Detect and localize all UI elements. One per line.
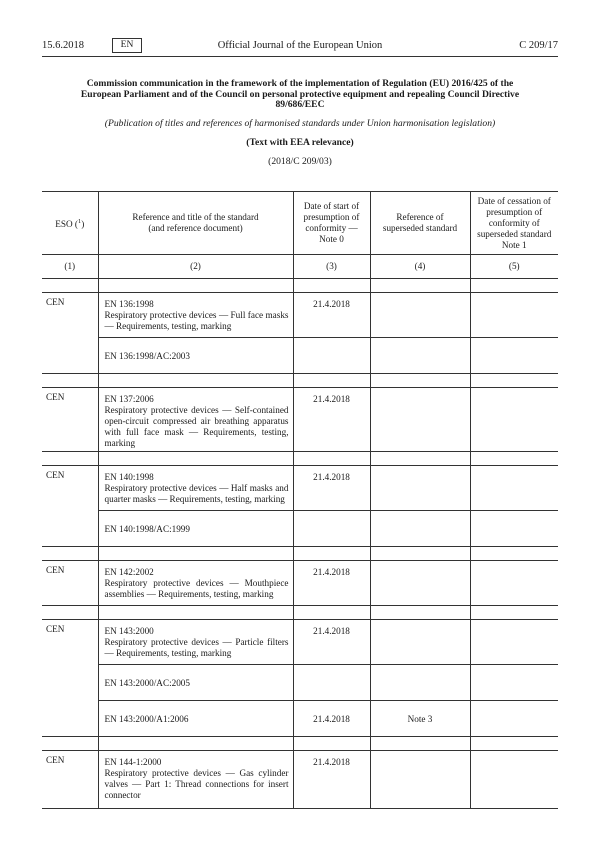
- table-row: [42, 561, 558, 606]
- col-number: (4): [370, 255, 470, 279]
- language-badge: EN: [112, 38, 142, 53]
- start-date-cell: 21.4.2018: [293, 293, 370, 338]
- eso-cell: CEN: [42, 751, 98, 809]
- standard-title: Respiratory protective devices — Half masks and quarter masks — Requirements, testing, marking: [104, 483, 289, 504]
- start-date-cell: 21.4.2018: [293, 561, 370, 606]
- col-number: (2): [98, 255, 293, 279]
- standard-ref: EN 144-1:2000: [104, 757, 162, 767]
- standard-ref: EN 143:2000/A1:2006: [104, 714, 189, 724]
- eso-cell: CEN: [42, 466, 98, 547]
- start-date-cell: 21.4.2018: [293, 751, 370, 809]
- standard-title: Respiratory protective devices — Full face masks — Requirements, testing, marking: [104, 310, 289, 331]
- cessation-cell: [470, 511, 558, 547]
- col-number: (1): [42, 255, 98, 279]
- table-row: [42, 665, 558, 701]
- footnote-marker: 1: [77, 217, 82, 225]
- eso-cell: CEN: [42, 620, 98, 737]
- superseded-cell: Note 3: [370, 701, 470, 737]
- document-subtitle: (Publication of titles and references of harmonised standards under Union harmonisation legislation): [104, 118, 496, 129]
- eso-label: ESO (: [55, 219, 78, 230]
- group-spacer: [42, 374, 558, 388]
- superseded-cell: [370, 665, 470, 701]
- start-date-cell: 21.4.2018: [293, 701, 370, 737]
- cessation-cell: [470, 293, 558, 338]
- standard-ref: EN 137:2006: [104, 394, 154, 404]
- reference-cell: [98, 293, 293, 338]
- table-row: [42, 620, 558, 665]
- col-header-superseded: Reference of superseded standard: [370, 192, 470, 255]
- start-date-cell: [293, 665, 370, 701]
- reference-cell: [98, 511, 293, 547]
- reference-cell: [98, 665, 293, 701]
- eso-label-close: ): [81, 219, 85, 230]
- reference-cell: [98, 561, 293, 606]
- cessation-cell: [470, 620, 558, 665]
- col-header-cessation: Date of cessation of presumption of conformity of superseded standard Note 1: [470, 192, 558, 255]
- eso-cell: CEN: [42, 388, 98, 452]
- standard-title: Respiratory protective devices — Self-contained open-circuit compressed air breathing apparatus with full face mask — Requirements, testing, marking: [104, 405, 289, 448]
- superseded-cell: [370, 511, 470, 547]
- start-date-cell: 21.4.2018: [293, 388, 370, 452]
- superseded-cell: [370, 338, 470, 374]
- group-spacer: [42, 606, 558, 620]
- standard-ref: EN 143:2000/AC:2005: [104, 678, 190, 688]
- standards-table: [42, 191, 558, 809]
- group-spacer: [42, 452, 558, 466]
- standard-title: Respiratory protective devices — Gas cylinder valves — Part 1: Thread connections for insert connector: [104, 768, 289, 800]
- document-code: (2018/C 209/03): [268, 156, 332, 167]
- standard-ref: EN 140:1998: [104, 472, 154, 482]
- reference-cell: [98, 388, 293, 452]
- table-row: [42, 701, 558, 737]
- cessation-cell: [470, 388, 558, 452]
- standard-ref: EN 140:1998/AC:1999: [104, 524, 190, 534]
- standard-title: Respiratory protective devices — Particle filters — Requirements, testing, marking: [104, 637, 289, 658]
- col-number: (3): [293, 255, 370, 279]
- col-number: (5): [470, 255, 558, 279]
- start-date-cell: 21.4.2018: [293, 620, 370, 665]
- standard-ref: EN 142:2002: [104, 567, 154, 577]
- superseded-cell: [370, 751, 470, 809]
- standard-ref: EN 143:2000: [104, 626, 154, 636]
- group-spacer: [42, 279, 558, 293]
- standard-ref: EN 136:1998: [104, 299, 154, 309]
- col-header-start-date: Date of start of presumption of conformity — Note 0: [293, 192, 370, 255]
- standard-title: Respiratory protective devices — Mouthpiece assemblies — Requirements, testing, marking: [104, 578, 289, 599]
- cessation-cell: [470, 466, 558, 511]
- col-header-reference: Reference and title of the standard (and reference document): [98, 192, 293, 255]
- table-row: [42, 511, 558, 547]
- group-spacer: [42, 737, 558, 751]
- journal-name: Official Journal of the European Union: [217, 40, 383, 51]
- start-date-cell: [293, 511, 370, 547]
- start-date-cell: [293, 338, 370, 374]
- eea-relevance: (Text with EEA relevance): [246, 137, 354, 148]
- cessation-cell: [470, 665, 558, 701]
- reference-cell: [98, 338, 293, 374]
- reference-cell: [98, 751, 293, 809]
- eso-cell: CEN: [42, 293, 98, 374]
- reference-cell: [98, 466, 293, 511]
- document-title: Commission communication in the framework of the implementation of Regulation (EU) 2016/425 of the European Parliament and of the Council on personal protective equipment and repealing Council Directive 89/686/EEC: [80, 78, 520, 111]
- start-date-cell: 21.4.2018: [293, 466, 370, 511]
- table-row: [42, 466, 558, 511]
- table-row: [42, 338, 558, 374]
- group-spacer: [42, 547, 558, 561]
- superseded-cell: [370, 561, 470, 606]
- table-row: [42, 751, 558, 809]
- publication-date: 15.6.2018: [42, 40, 84, 51]
- superseded-cell: [370, 293, 470, 338]
- col-header-eso: [42, 192, 98, 255]
- superseded-cell: [370, 620, 470, 665]
- table-row: [42, 388, 558, 452]
- cessation-cell: [470, 701, 558, 737]
- superseded-cell: [370, 466, 470, 511]
- reference-cell: [98, 620, 293, 665]
- reference-cell: [98, 701, 293, 737]
- table-row: [42, 293, 558, 338]
- header-rule: [42, 56, 558, 57]
- cessation-cell: [470, 751, 558, 809]
- cessation-cell: [470, 338, 558, 374]
- column-number-row: [42, 255, 558, 279]
- standard-ref: EN 136:1998/AC:2003: [104, 351, 190, 361]
- header-row: [42, 192, 558, 255]
- superseded-cell: [370, 388, 470, 452]
- eso-cell: CEN: [42, 561, 98, 606]
- page-reference: C 209/17: [519, 40, 558, 51]
- cessation-cell: [470, 561, 558, 606]
